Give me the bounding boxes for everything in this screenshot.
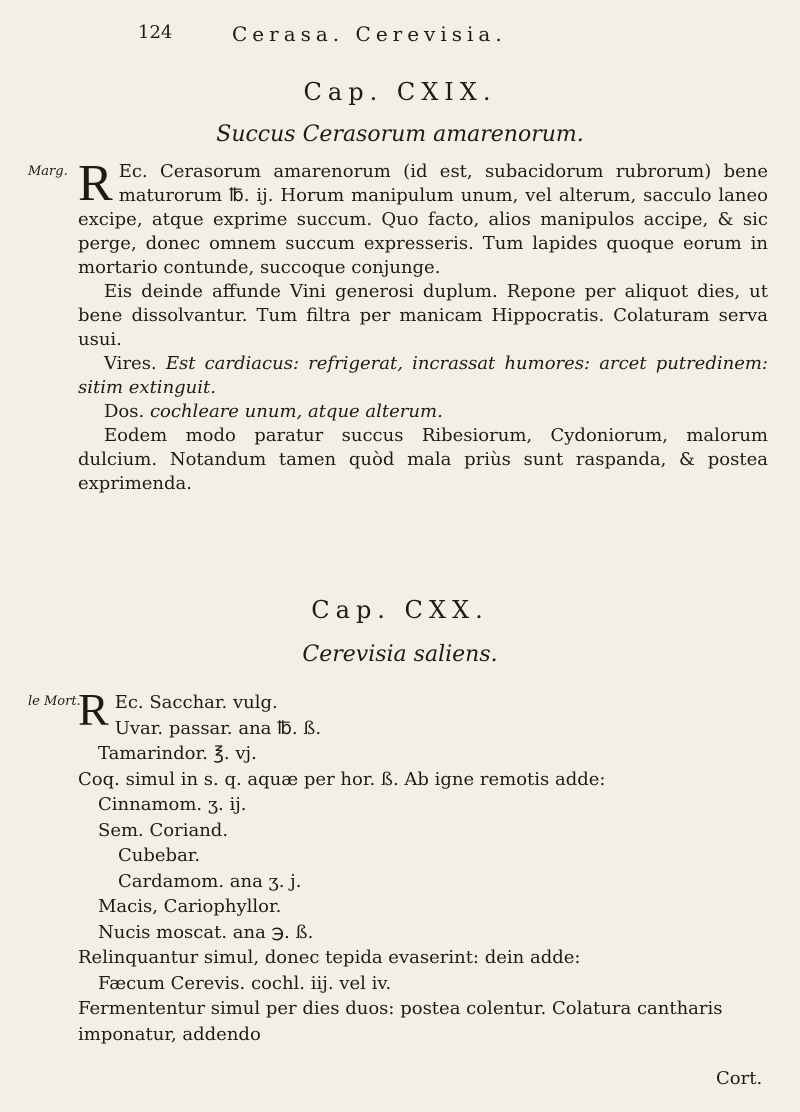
chapter-119-body <box>78 155 768 496</box>
recipe-line-text: Ec. Sacchar. vulg. <box>114 692 278 713</box>
recipe-line: Relinquantur simul, donec tepida evaserint: dein adde: <box>78 947 581 968</box>
margin-note-marg: Marg. <box>28 164 68 179</box>
recipe-line: Nucis moscat. ana ℈. ß. <box>98 921 314 943</box>
recipe-line: Cubebar. <box>118 845 201 866</box>
chapter-subtitle-119: Succus Cerasorum amarenorum. <box>216 122 584 147</box>
dose-label: Dos. <box>104 401 145 422</box>
margin-note-le-mort: le Mort. <box>28 694 81 709</box>
recipe-line: Cardamom. ana ʒ. j. <box>118 870 302 892</box>
recipe-line: Coq. simul in s. q. aquæ per hor. ß. Ab igne remotis adde: <box>78 768 606 790</box>
paragraph-variants: Eodem modo paratur succus Ribesiorum, Cydoniorum, malorum dulcium. Notandum tamen quòd mala priùs sunt raspanda, & postea exprimenda. <box>78 425 768 494</box>
paragraph-vires <box>78 352 768 400</box>
recipe-cerevisia <box>78 684 768 1047</box>
chapter-heading-119: Cap. CXIX. <box>303 78 497 106</box>
paragraph-recipe-cherries <box>78 155 768 280</box>
recipe-line: Tamarindor. ℥. vj. <box>98 743 257 764</box>
page-number: 124 <box>138 22 173 43</box>
chapter-subtitle-120: Cerevisia saliens. <box>302 642 498 667</box>
drop-capital: R <box>78 684 109 735</box>
recipe-line: Sem. Coriand. <box>98 819 229 841</box>
paragraph-dose <box>78 400 768 424</box>
recipe-line: Macis, Cariophyllor. <box>98 896 282 917</box>
vires-text: Est cardiacus: refrigerat, incrassat humores: arcet putredinem: sitim extinguit. <box>78 353 768 398</box>
drop-capital: R <box>78 155 113 212</box>
running-title: Cerasa. Cerevisia. <box>232 22 507 46</box>
paragraph-wine: Eis deinde affunde Vini generosi duplum. Repone per aliquot dies, ut bene dissolvantur. Tum filtra per manicam Hippocratis. Colaturam serva usui. <box>78 281 768 350</box>
dose-text: cochleare unum, atque alterum. <box>149 401 443 422</box>
recipe-line: Uvar. passar. ana ℔. ß. <box>114 717 322 739</box>
page-header <box>0 22 800 50</box>
chapter-heading-120: Cap. CXX. <box>311 596 489 624</box>
recipe-line: Cinnamom. ʒ. ij. <box>98 794 247 815</box>
recipe-line: Fæcum Cerevis. cochl. iij. vel iv. <box>98 972 392 994</box>
recipe-line: imponatur, addendo <box>78 1023 261 1045</box>
recipe-line: Fermententur simul per dies duos: postea colentur. Colatura cantharis <box>78 998 723 1019</box>
catchword: Cort. <box>716 1068 763 1089</box>
paragraph-text: Ec. Cerasorum amarenorum (id est, subacidorum rubrorum) bene maturorum ℔. ij. Horum manipulum unum, vel alterum, sacculo laneo excipe, atque exprime succum. Quo facto, alios manipulos accipe, & sic perge, donec omnem succum expresseris. Tum lapides quoque eorum in mortario contunde, succoque conjunge. <box>78 161 768 278</box>
vires-label: Vires. <box>104 353 157 374</box>
